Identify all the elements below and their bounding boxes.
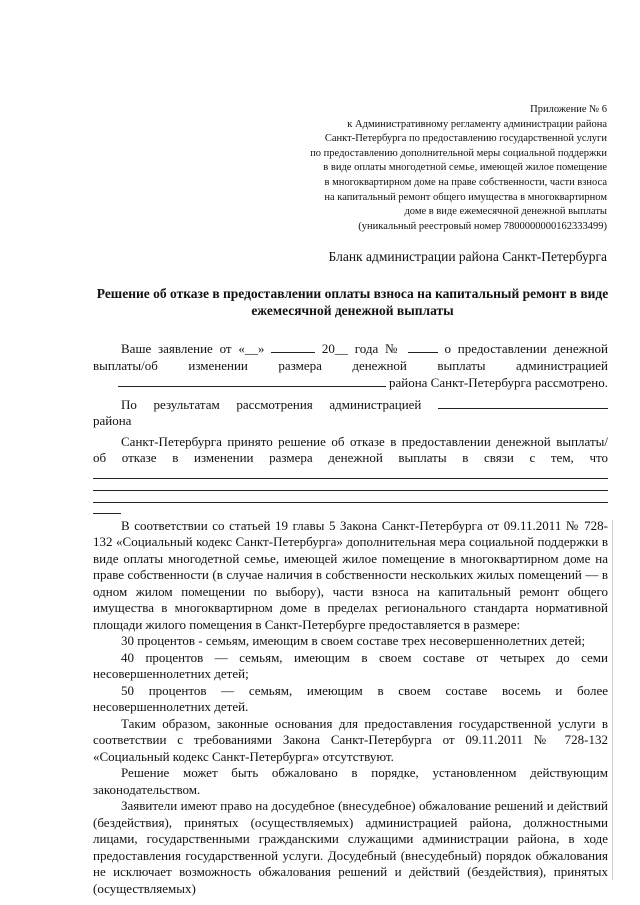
appendix-line: Санкт-Петербурга по предоставлению государственной услуги: [324, 133, 607, 145]
appendix-line: в многоквартирном доме на праве собственности, части взноса: [324, 176, 607, 188]
appendix-line: доме в виде ежемесячной денежной выплаты: [404, 206, 607, 218]
district-name-blank: [118, 374, 386, 387]
date-month-blank: [271, 340, 315, 353]
scan-edge-mark: [612, 520, 613, 880]
appendix-line: в виде оплаты многодетной семье, имеющей жилое помещение: [323, 162, 607, 174]
appendix-note: [277, 103, 607, 234]
appendix-line: по предоставлению дополнительной меры социальной поддержки: [310, 147, 607, 159]
form-paragraph-review: [93, 396, 608, 414]
form-line-rayon: района: [93, 413, 132, 428]
reason-short-line: [93, 503, 121, 514]
application-number-blank: [408, 340, 438, 353]
application-year-text: 20__ года №: [321, 341, 401, 356]
paragraph-appeal: Решение может быть обжаловано в порядке, установленном действующим законодательством.: [93, 765, 608, 797]
paragraph-legal-basis: В соответствии со статьей 19 главы 5 Закона Санкт-Петербурга от 09.11.2011 № 728-132 «Социальный кодекс Санкт-Петербурга» дополнительная мера социальной поддержки в виде оплаты многодетной семье, имеющей жилое помещение в многоквартирном доме на праве собственности (в случае наличия в собственности нескольких жилых помещений — в одном жилом помещении по выбору), части взноса на капитальный ремонт общего имущества в многоквартирном доме в пределах регионального стандарта нормативной площади жилого помещения в Санкт-Петербурге предоставляется в размере:: [93, 517, 608, 632]
reason-blank-line: [93, 479, 608, 491]
review-district-blank: [438, 396, 608, 409]
letterhead: Бланк администрации района Санкт-Петербурга: [328, 249, 607, 264]
paragraph-40-percent: 40 процентов — семьям, имеющим в своем составе от четырех до семи несовершеннолетних детей;: [93, 649, 608, 681]
paragraph-50-percent: 50 процентов — семьям, имеющим в своем составе восемь и более несовершеннолетних детей.: [93, 682, 608, 714]
title-line-1: Решение об отказе в предоставлении оплаты взноса на капитальный ремонт в виде: [96, 286, 609, 301]
application-subject-text: о предоставлении денежной: [444, 341, 609, 356]
form-paragraph-decision: Санкт-Петербурга принято решение об отказе в предоставлении денежной выплаты/: [121, 433, 608, 449]
form-paragraph-application: [93, 340, 608, 358]
appendix-line: (уникальный реестровый номер 7800000000162333499): [358, 220, 607, 232]
paragraph-30-percent: 30 процентов - семьям, имеющим в своем составе трех несовершеннолетних детей;: [121, 633, 586, 648]
appendix-line: Приложение № 6: [530, 104, 607, 115]
document-title: [95, 285, 610, 319]
title-line-2: ежемесячной денежной выплаты: [251, 303, 454, 318]
form-line-payment: выплаты/об изменении размера денежной выплаты администрацией: [93, 357, 608, 373]
document-body: [93, 340, 608, 897]
form-line-district: [93, 374, 608, 392]
review-text: По результатам рассмотрения администрацией: [121, 396, 422, 412]
form-line-reason: об отказе в изменении размера денежной выплаты в связи с тем, что: [93, 450, 608, 465]
reason-blank-line: [93, 467, 608, 479]
appendix-line: к Административному регламенту администрации района: [347, 118, 607, 130]
appendix-line: на капитальный ремонт общего имущества в многоквартирном: [324, 191, 607, 203]
paragraph-pretrial-appeal: Заявители имеют право на досудебное (внесудебное) обжалование решений и действий (бездействия), принятых (осуществляемых) администрацией района, должностными лицами, государственными гражданскими служащими администрации района, в ходе предоставления государственной услуги. Досудебный (внесудебный) порядок обжалования не исключает возможность обжалования решений и действий (бездействия), принятых (осуществляемых): [93, 798, 608, 896]
reason-blank-line: [93, 491, 608, 503]
paragraph-conclusion: Таким образом, законные основания для предоставления государственной услуги в соответствии с требованиями Закона Санкт-Петербурга от 09.11.2011 № 728-132 «Социальный кодекс Санкт-Петербурга» отсутствуют.: [93, 715, 608, 764]
application-date-text: Ваше заявление от «__»: [121, 341, 265, 356]
district-reviewed-text: района Санкт-Петербурга рассмотрено.: [388, 375, 608, 390]
